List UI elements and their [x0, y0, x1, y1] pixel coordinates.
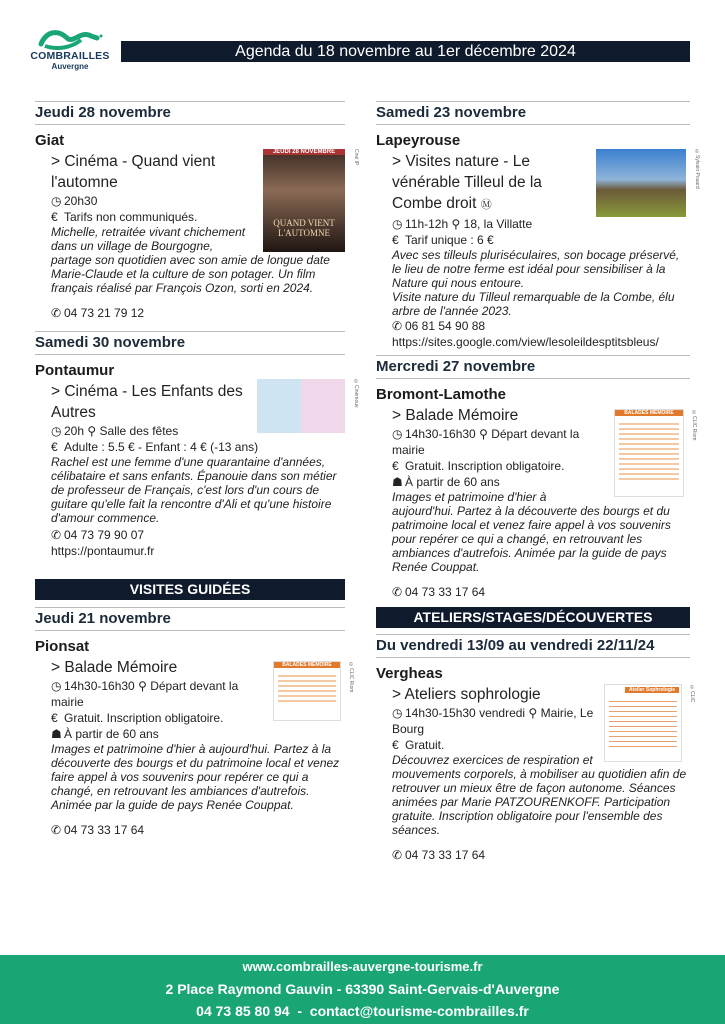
event-phone[interactable]: 04 73 33 17 64	[64, 823, 145, 837]
event-time: 11h-12h	[405, 217, 449, 231]
event-time: 14h30-16h30	[405, 427, 476, 441]
clock-icon: ◷	[51, 194, 62, 208]
event-date: Du vendredi 13/09 au vendredi 22/11/24	[376, 634, 690, 658]
clock-icon: ◷	[51, 679, 62, 693]
event-title[interactable]: > Ateliers sophrologie	[392, 686, 541, 703]
footer-website[interactable]: www.combrailles-auvergne-tourisme.fr	[242, 959, 483, 974]
event-giat	[35, 101, 359, 321]
event-bromont-lamothe	[376, 355, 697, 600]
event-price: Gratuit.	[405, 738, 445, 752]
event-vergheas	[376, 634, 695, 863]
event-place: Départ devant la mairie	[392, 427, 580, 457]
event-town: Vergheas	[376, 665, 443, 682]
event-place: Mairie, Le Bourg	[392, 706, 594, 736]
phone-icon: ✆	[51, 823, 62, 837]
event-url[interactable]: https://pontaumur.fr	[51, 544, 155, 558]
euro-icon: €	[392, 459, 399, 473]
pin-icon: ⚲	[528, 706, 538, 720]
category-visites-guidees: VISITES GUIDÉES	[35, 579, 345, 600]
event-title[interactable]: > Cinéma - Les Enfants des Autres	[51, 383, 243, 421]
pin-icon: ⚲	[138, 679, 147, 693]
person-icon: ☗	[51, 727, 62, 741]
event-place: Départ devant la mairie	[51, 679, 239, 709]
event-price: Gratuit. Inscription obligatoire.	[405, 459, 565, 473]
event-phone[interactable]: 04 73 33 17 64	[405, 848, 486, 862]
logo	[30, 26, 110, 71]
event-description: Découvrez exercices de respiration et mouvements corporels, à mobiliser au quotidien afin de retrouver un mieux être de façon autonome. Séances animées par Marie PATZOURENKOFF. Participation gratuite. Inscription obligatoire pour l'ensemble des séances.	[392, 753, 687, 837]
clock-icon: ◷	[392, 427, 403, 441]
phone-icon: ✆	[51, 528, 62, 542]
pin-icon: ⚲	[479, 427, 488, 441]
pin-icon: ⚲	[451, 217, 461, 231]
event-poster	[273, 661, 354, 721]
photo-credit: Ciné IP	[353, 149, 359, 166]
event-date: Samedi 30 novembre	[35, 331, 345, 355]
event-time: 20h30	[64, 194, 98, 208]
phone-icon: ✆	[392, 319, 403, 333]
event-time: 20h	[64, 424, 85, 438]
photo-credit: ©Sylvain Pouard	[694, 149, 700, 189]
phone-icon: ✆	[51, 306, 62, 320]
event-pionsat	[35, 607, 354, 838]
footer	[0, 955, 725, 1024]
event-price: Adulte : 5.5 € - Enfant : 4 € (-13 ans)	[64, 440, 259, 454]
event-description: Avec ses tilleuls pluriséculaires, son bocage préservé, le lieu de notre ferme est idéal pour sensibiliser à la Nature qui nous entoure.	[392, 248, 680, 290]
event-time: 14h30-16h30	[64, 679, 135, 693]
event-time: 14h30-15h30 vendredi	[405, 706, 526, 720]
logo-wave-icon	[37, 26, 103, 50]
person-icon: ☗	[392, 475, 403, 489]
event-poster	[614, 409, 697, 497]
event-town: Lapeyrouse	[376, 132, 461, 149]
poster-title: BALADES MÉMOIRE	[615, 410, 683, 416]
event-price: Tarifs non communiqués.	[64, 210, 198, 224]
event-date: Mercredi 27 novembre	[376, 355, 690, 379]
event-price: Gratuit. Inscription obligatoire.	[64, 711, 224, 725]
pin-icon: ⚲	[87, 424, 97, 438]
event-photo	[596, 149, 700, 217]
poster-title: Atelier Sophrologie	[625, 687, 679, 693]
page-title: Agenda du 18 novembre au 1er décembre 2024	[121, 41, 690, 62]
euro-icon: €	[392, 233, 399, 247]
phone-icon: ✆	[392, 848, 403, 862]
euro-icon: €	[51, 711, 58, 725]
euro-icon: €	[392, 738, 399, 752]
clock-icon: ◷	[51, 424, 62, 438]
photo-credit: ©Cinémouv	[353, 379, 359, 408]
event-title[interactable]: > Balade Mémoire	[51, 659, 178, 676]
poster-title: QUAND VIENT L'AUTOMNE	[273, 218, 335, 238]
photo-credit: ©CLIC Riom	[348, 662, 354, 693]
event-age: À partir de 60 ans	[64, 727, 159, 741]
event-title[interactable]: > Cinéma - Quand vient l'automne	[51, 153, 216, 191]
event-description: Michelle, retraitée vivant chichement dans un village de Bourgogne, partage son quotidien avec son amie de longue date Marie-Claude et la culture de son potager. Un film français réalisé par François Ozon, sorti en 2024.	[51, 225, 330, 295]
event-phone[interactable]: 06 81 54 90 88	[405, 319, 486, 333]
event-date: Jeudi 28 novembre	[35, 101, 345, 125]
footer-address: 2 Place Raymond Gauvin - 63390 Saint-Gervais-d'Auvergne	[165, 981, 560, 997]
event-description: Images et patrimoine d'hier à aujourd'hui. Partez à la découverte des bourgs et du patrimoine local et venez faire appel à vos souvenirs pour repérer ce qui a changé, en retrouvant les ambiances d'autrefois. Animée par la guide de pays Renée Couppat.	[392, 490, 671, 574]
category-ateliers: ATELIERS/STAGES/DÉCOUVERTES	[376, 607, 690, 628]
event-description: Rachel est une femme d'une quarantaine d'années, célibataire et sans enfants. Épanouie dans son métier de professeur de Français, c'est lors d'un cours de guitare qu'elle fait la rencontre d'Ali et qu'une histoire d'amour commence.	[51, 455, 337, 525]
event-lapeyrouse	[376, 101, 700, 350]
event-town: Pontaumur	[35, 362, 115, 379]
logo-sub: Auvergne	[51, 62, 89, 71]
event-description: Images et patrimoine d'hier à aujourd'hui. Partez à la découverte des bourgs et du patrimoine local et venez faire appel à vos souvenirs pour repérer ce qui a changé, en retrouvant les ambiances d'autrefois. Animée par la guide de pays Renée Couppat.	[51, 742, 340, 812]
euro-icon: €	[51, 440, 58, 454]
event-age: À partir de 60 ans	[405, 475, 500, 489]
event-poster	[257, 379, 359, 433]
accessibility-icon: Ⓜ	[480, 199, 492, 211]
event-title[interactable]: > Balade Mémoire	[392, 407, 519, 424]
clock-icon: ◷	[392, 217, 403, 231]
event-town: Bromont-Lamothe	[376, 386, 506, 403]
euro-icon: €	[51, 210, 58, 224]
poster-header: JEUDI 28 NOVEMBRE	[263, 149, 345, 155]
event-date: Jeudi 21 novembre	[35, 607, 345, 631]
event-phone[interactable]: 04 73 79 90 07	[64, 528, 145, 542]
event-place: Salle des fêtes	[99, 424, 179, 438]
photo-credit: ©CLIC	[689, 685, 695, 703]
photo-credit: ©CLIC Riom	[691, 410, 697, 441]
event-price: Tarif unique : 6 €	[405, 233, 494, 247]
event-town: Pionsat	[35, 638, 90, 655]
phone-icon: ✆	[392, 585, 403, 599]
event-title[interactable]: > Visites nature - Le vénérable Tilleul de la Combe droit Ⓜ	[392, 153, 542, 212]
clock-icon: ◷	[392, 706, 403, 720]
event-town: Giat	[35, 132, 65, 149]
logo-name: COMBRAILLES	[30, 50, 110, 62]
event-phone[interactable]: 04 73 21 79 12	[64, 306, 145, 320]
event-place: 18, la Villatte	[463, 217, 533, 231]
event-poster	[604, 684, 695, 762]
event-poster	[263, 149, 359, 252]
event-description-2: Visite nature du Tilleul remarquable de la Combe, élu arbre de l'année 2023.	[392, 290, 675, 318]
poster-title: BALADES MÉMOIRE	[274, 662, 340, 668]
event-url[interactable]: https://sites.google.com/view/lesoleildesptitsbleus/	[392, 335, 659, 349]
footer-contact[interactable]: 04 73 85 80 94 - contact@tourisme-combrailles.fr	[196, 1003, 529, 1019]
event-phone[interactable]: 04 73 33 17 64	[405, 585, 486, 599]
event-date: Samedi 23 novembre	[376, 101, 690, 125]
event-pontaumur	[35, 331, 359, 559]
